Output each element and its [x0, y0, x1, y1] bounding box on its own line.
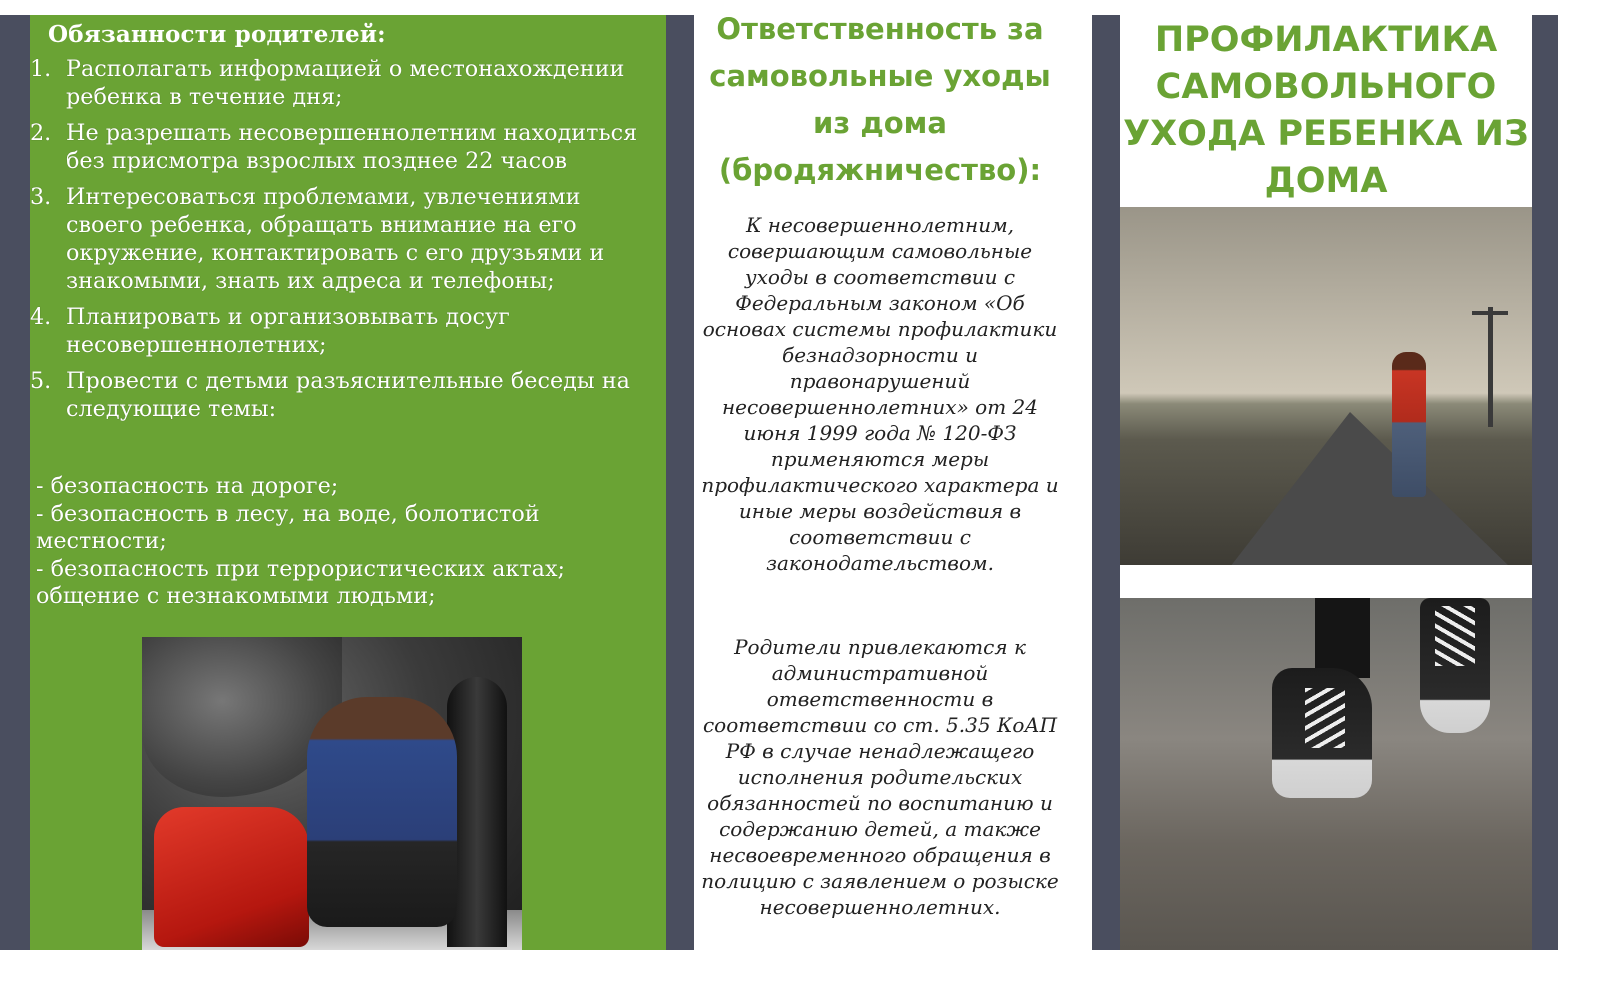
prevention-title: ПРОФИЛАКТИКА САМОВОЛЬНОГО УХОДА РЕБЕНКА ИЗ ДОМА	[1123, 20, 1529, 201]
duty-item	[30, 367, 660, 423]
duty-number: 3.	[30, 184, 52, 210]
photo-road-shape	[1230, 412, 1510, 565]
divider-bar-right-edge	[1532, 15, 1558, 950]
duty-text: Планировать и организовывать досуг несовершеннолетних;	[66, 304, 510, 358]
responsibility-panel	[700, 0, 1060, 987]
duty-text: Интересоваться проблемами, увлечениями своего ребенка, обращать внимание на его окружение, контактировать с его друзьями и знакомыми, знать их адреса и телефоны;	[66, 184, 605, 294]
divider-bar-left-edge	[0, 15, 30, 950]
photo-walking-child-shape	[1392, 352, 1426, 497]
topic-item: - безопасность на дороге;	[36, 473, 339, 499]
duty-number: 4.	[30, 304, 52, 330]
topic-item: - безопасность при террористических актах;	[36, 555, 566, 582]
conversation-topics	[36, 473, 660, 611]
walking-away-road-photo	[1120, 207, 1532, 565]
photo-red-backpack-shape	[154, 807, 309, 947]
photo-boy-shape	[307, 697, 457, 927]
duty-item	[30, 55, 660, 111]
duty-item	[30, 303, 660, 359]
divider-bar-middle-left	[666, 15, 694, 950]
photo-pole-arm-shape	[1472, 311, 1508, 315]
divider-bar-middle-right	[1092, 15, 1120, 950]
photo-laces-right-shape	[1435, 606, 1475, 666]
duty-item	[30, 183, 660, 295]
duty-text: Располагать информацией о местонахождении ребенка в течение дня;	[66, 56, 625, 110]
sad-boy-photo	[142, 637, 522, 950]
duty-item	[30, 119, 660, 175]
responsibility-title: Ответственность за самовольные уходы из дома (бродяжничество):	[709, 12, 1051, 187]
duty-number: 2.	[30, 120, 52, 146]
duty-number: 1.	[30, 56, 52, 82]
photo-pole-shape	[1488, 307, 1493, 427]
parents-duties-title: Обязанности родителей:	[48, 21, 386, 48]
prevention-cover-panel	[1120, 15, 1532, 950]
parents-duties-panel	[30, 15, 666, 950]
minors-measures-text: К несовершеннолетним, совершающим самовольные уходы в соответствии с Федеральным законом «Об основах системы профилактики безнадзорности и правонарушений несовершеннолетних» от 24 июня 1999 года № 120-ФЗ применяются меры профилактического характера и иные меры воздействия в соответствии с законодательством.	[701, 213, 1059, 575]
photo-laces-left-shape	[1305, 688, 1345, 748]
duties-list	[30, 55, 660, 431]
photo-leg-shape	[1315, 598, 1370, 678]
parents-liability-text: Родители привлекаются к административной ответственности в соответствии со ст. 5.35 КоАП РФ в случае ненадлежащего исполнения родительских обязанностей по воспитанию и содержанию детей, а также несвоевременного обращения в полицию с заявлением о розыске несовершеннолетних.	[701, 635, 1059, 919]
duty-text: Не разрешать несовершеннолетним находиться без присмотра взрослых позднее 22 часов	[66, 120, 638, 174]
duty-number: 5.	[30, 368, 52, 394]
sneakers-walking-photo	[1120, 598, 1532, 950]
duty-text: Провести с детьми разъяснительные беседы на следующие темы:	[66, 368, 630, 422]
topic-item: - безопасность в лесу, на воде, болотистой местности;	[36, 500, 540, 554]
topic-item: общение с незнакомыми людьми;	[36, 583, 436, 609]
